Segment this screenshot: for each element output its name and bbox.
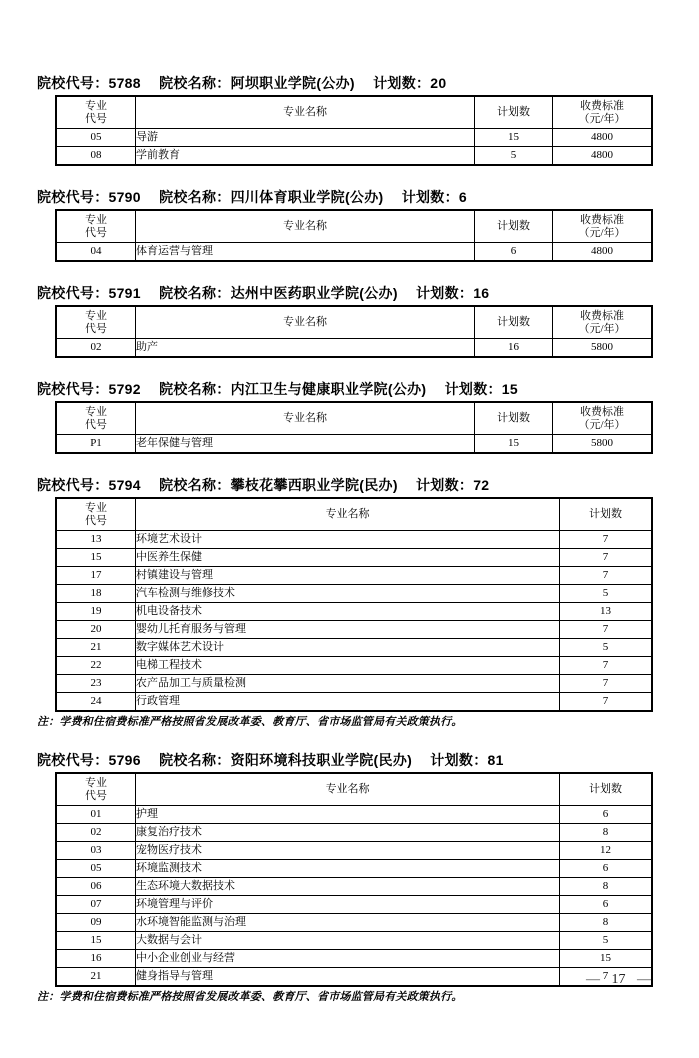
column-header-major-code-line1: 专业 [85, 501, 107, 514]
cell-plan: 6 [560, 896, 653, 914]
cell-name: 数字媒体艺术设计 [136, 639, 560, 657]
plan-total-value: 15 [501, 381, 518, 397]
table-body [56, 531, 652, 712]
note: 注：学费和住宿费标准严格按照省发展改革委、教育厅、省市场监管局有关政策执行。 [37, 991, 463, 1003]
cell-plan: 16 [475, 339, 553, 358]
cell-name: 导游 [136, 129, 475, 147]
cell-code: 09 [56, 914, 136, 932]
plan-total-label: 计划数： [401, 189, 459, 205]
cell-fee: 4800 [553, 243, 653, 262]
college-code-value: 5792 [108, 381, 141, 397]
cell-name: 农产品加工与质量检测 [136, 675, 560, 693]
plan-total-group [445, 382, 518, 397]
college-name-group [159, 286, 398, 301]
cell-code: 05 [56, 860, 136, 878]
college-name-value: 阿坝职业学院(公办) [230, 75, 355, 91]
column-header-major-code-line2: 代号 [85, 322, 107, 335]
plan-total-label: 计划数： [444, 381, 502, 397]
column-header-major-code [56, 773, 136, 806]
cell-code: 24 [56, 693, 136, 712]
cell-name: 机电设备技术 [136, 603, 560, 621]
section-header [37, 190, 699, 205]
table-row [56, 129, 652, 147]
cell-name: 宠物医疗技术 [136, 842, 560, 860]
cell-code: 06 [56, 878, 136, 896]
table-row [56, 914, 652, 932]
plan-total-group [416, 478, 489, 493]
table-row [56, 878, 652, 896]
cell-name: 婴幼儿托育服务与管理 [136, 621, 560, 639]
column-header-fee-line2: （元/年） [578, 418, 626, 431]
cell-name: 大数据与会计 [136, 932, 560, 950]
column-header-major-code-line1: 专业 [85, 213, 107, 226]
plan-total-label: 计划数： [416, 477, 474, 493]
column-header-major-code-line1: 专业 [85, 99, 107, 112]
column-header-major-code-line1: 专业 [85, 776, 107, 789]
college-section [0, 286, 699, 358]
column-header-major-code-line2: 代号 [85, 112, 107, 125]
cell-name: 康复治疗技术 [136, 824, 560, 842]
cell-plan: 7 [560, 621, 653, 639]
plan-total-label: 计划数： [373, 75, 431, 91]
cell-plan: 12 [560, 842, 653, 860]
table-row [56, 675, 652, 693]
college-section [0, 76, 699, 166]
cell-plan: 5 [560, 585, 653, 603]
column-header-major-code [56, 402, 136, 435]
table-body [56, 339, 652, 358]
cell-name: 生态环境大数据技术 [136, 878, 560, 896]
section-header [37, 478, 699, 493]
page-number-dash-right: — [637, 972, 651, 987]
cell-plan: 6 [475, 243, 553, 262]
column-header-plan-count: 计划数 [475, 402, 553, 435]
cell-code: 16 [56, 950, 136, 968]
sections-container [0, 76, 699, 1004]
column-header-major-code-line2: 代号 [85, 789, 107, 802]
table-header-row [56, 306, 652, 339]
college-name-value: 内江卫生与健康职业学院(公办) [230, 381, 427, 397]
cell-plan: 8 [560, 824, 653, 842]
cell-name: 助产 [136, 339, 475, 358]
plan-table [55, 95, 653, 166]
cell-plan: 7 [560, 968, 653, 987]
cell-code: 04 [56, 243, 136, 262]
table-row [56, 585, 652, 603]
cell-code: 05 [56, 129, 136, 147]
table-row [56, 806, 652, 824]
cell-name: 行政管理 [136, 693, 560, 712]
cell-code: 15 [56, 932, 136, 950]
column-header-major-code-line2: 代号 [85, 514, 107, 527]
column-header-major-name: 专业名称 [136, 402, 475, 435]
table-header-row [56, 773, 652, 806]
cell-name: 体育运营与管理 [136, 243, 475, 262]
cell-code: P1 [56, 435, 136, 454]
college-name-label: 院校名称： [159, 381, 231, 397]
table-row [56, 657, 652, 675]
cell-code: 07 [56, 896, 136, 914]
cell-code: 02 [56, 824, 136, 842]
column-header-fee-line2: （元/年） [578, 322, 626, 335]
college-section [0, 753, 699, 1004]
college-section [0, 190, 699, 262]
column-header-fee-line1: 收费标准 [580, 309, 624, 322]
table-row [56, 860, 652, 878]
column-header-major-code [56, 498, 136, 531]
section-header [37, 286, 699, 301]
college-code-group [37, 190, 141, 205]
column-header-fee [553, 96, 653, 129]
plan-total-group [430, 753, 503, 768]
cell-plan: 8 [560, 914, 653, 932]
college-name-value: 资阳环境科技职业学院(民办) [230, 752, 413, 768]
plan-table [55, 401, 653, 454]
table-row [56, 531, 652, 549]
college-code-group [37, 478, 141, 493]
college-code-label: 院校代号： [37, 381, 109, 397]
college-code-value: 5796 [108, 752, 141, 768]
cell-fee: 4800 [553, 129, 653, 147]
cell-code: 21 [56, 968, 136, 987]
cell-code: 15 [56, 549, 136, 567]
cell-name: 护理 [136, 806, 560, 824]
column-header-plan-count: 计划数 [560, 773, 653, 806]
college-section [0, 478, 699, 729]
plan-total-value: 20 [430, 75, 447, 91]
college-name-value: 攀枝花攀西职业学院(民办) [230, 477, 398, 493]
column-header-fee-line2: （元/年） [578, 226, 626, 239]
table-body [56, 129, 652, 166]
college-code-group [37, 382, 141, 397]
college-code-label: 院校代号： [37, 752, 109, 768]
plan-total-value: 81 [487, 752, 504, 768]
college-name-label: 院校名称： [159, 477, 231, 493]
college-code-label: 院校代号： [37, 189, 109, 205]
cell-code: 17 [56, 567, 136, 585]
column-header-major-name: 专业名称 [136, 210, 475, 243]
section-header [37, 753, 699, 768]
college-name-group [159, 753, 412, 768]
cell-plan: 7 [560, 531, 653, 549]
cell-plan: 15 [475, 435, 553, 454]
table-row [56, 549, 652, 567]
table-row [56, 639, 652, 657]
cell-name: 电梯工程技术 [136, 657, 560, 675]
cell-code: 20 [56, 621, 136, 639]
college-name-value: 达州中医药职业学院(公办) [230, 285, 398, 301]
cell-code: 22 [56, 657, 136, 675]
cell-name: 环境艺术设计 [136, 531, 560, 549]
table-body [56, 806, 652, 987]
cell-code: 08 [56, 147, 136, 166]
page-number [582, 972, 655, 988]
column-header-major-name: 专业名称 [136, 773, 560, 806]
table-row [56, 147, 652, 166]
college-code-value: 5788 [108, 75, 141, 91]
college-code-label: 院校代号： [37, 477, 109, 493]
college-name-label: 院校名称： [159, 285, 231, 301]
college-name-value: 四川体育职业学院(公办) [230, 189, 384, 205]
table-row [56, 339, 652, 358]
cell-plan: 5 [560, 932, 653, 950]
college-name-label: 院校名称： [159, 752, 231, 768]
column-header-major-code-line2: 代号 [85, 226, 107, 239]
table-row [56, 950, 652, 968]
cell-plan: 7 [560, 675, 653, 693]
plan-total-label: 计划数： [430, 752, 488, 768]
college-code-value: 5790 [108, 189, 141, 205]
plan-total-group [373, 76, 446, 91]
college-code-value: 5791 [108, 285, 141, 301]
cell-name: 环境管理与评价 [136, 896, 560, 914]
cell-plan: 7 [560, 549, 653, 567]
cell-code: 01 [56, 806, 136, 824]
cell-fee: 5800 [553, 435, 653, 454]
table-row [56, 932, 652, 950]
table-header-row [56, 210, 652, 243]
cell-name: 学前教育 [136, 147, 475, 166]
plan-total-label: 计划数： [416, 285, 474, 301]
cell-fee: 4800 [553, 147, 653, 166]
cell-plan: 13 [560, 603, 653, 621]
column-header-fee [553, 210, 653, 243]
cell-plan: 8 [560, 878, 653, 896]
cell-name: 水环境智能监测与治理 [136, 914, 560, 932]
cell-plan: 7 [560, 657, 653, 675]
column-header-major-code-line1: 专业 [85, 309, 107, 322]
cell-plan: 6 [560, 806, 653, 824]
college-code-group [37, 76, 141, 91]
table-row [56, 567, 652, 585]
column-header-fee-line1: 收费标准 [580, 213, 624, 226]
table-row [56, 621, 652, 639]
column-header-fee [553, 402, 653, 435]
college-name-label: 院校名称： [159, 189, 231, 205]
college-code-group [37, 286, 141, 301]
table-header-row [56, 402, 652, 435]
section-header [37, 382, 699, 397]
college-code-group [37, 753, 141, 768]
cell-plan: 15 [475, 129, 553, 147]
cell-name: 中医养生保健 [136, 549, 560, 567]
cell-name: 村镇建设与管理 [136, 567, 560, 585]
column-header-plan-count: 计划数 [475, 210, 553, 243]
table-row [56, 824, 652, 842]
cell-plan: 15 [560, 950, 653, 968]
column-header-major-code [56, 306, 136, 339]
college-name-group [159, 190, 383, 205]
cell-code: 02 [56, 339, 136, 358]
table-row [56, 693, 652, 712]
column-header-major-code [56, 210, 136, 243]
column-header-fee-line1: 收费标准 [580, 99, 624, 112]
page-number-value: 17 [611, 972, 626, 987]
column-header-plan-count: 计划数 [475, 306, 553, 339]
cell-plan: 7 [560, 693, 653, 712]
table-row [56, 435, 652, 454]
column-header-major-name: 专业名称 [136, 498, 560, 531]
column-header-plan-count: 计划数 [475, 96, 553, 129]
plan-total-value: 6 [458, 189, 467, 205]
table-body [56, 435, 652, 454]
table-header-row [56, 498, 652, 531]
table-row [56, 968, 652, 987]
cell-code: 23 [56, 675, 136, 693]
plan-total-value: 72 [473, 477, 490, 493]
college-section [0, 382, 699, 454]
column-header-major-code-line1: 专业 [85, 405, 107, 418]
column-header-major-code-line2: 代号 [85, 418, 107, 431]
college-code-value: 5794 [108, 477, 141, 493]
plan-total-group [416, 286, 489, 301]
cell-fee: 5800 [553, 339, 653, 358]
cell-code: 18 [56, 585, 136, 603]
cell-plan: 7 [560, 567, 653, 585]
table-row [56, 842, 652, 860]
cell-plan: 5 [475, 147, 553, 166]
note: 注：学费和住宿费标准严格按照省发展改革委、教育厅、省市场监管局有关政策执行。 [37, 716, 463, 728]
cell-code: 03 [56, 842, 136, 860]
college-name-group [159, 382, 426, 397]
college-name-label: 院校名称： [159, 75, 231, 91]
cell-code: 19 [56, 603, 136, 621]
plan-total-group [402, 190, 467, 205]
cell-plan: 6 [560, 860, 653, 878]
cell-name: 健身指导与管理 [136, 968, 560, 987]
plan-table [55, 772, 653, 987]
column-header-fee-line1: 收费标准 [580, 405, 624, 418]
table-body [56, 243, 652, 262]
cell-name: 环境监测技术 [136, 860, 560, 878]
table-row [56, 243, 652, 262]
college-name-group [159, 76, 355, 91]
column-header-major-name: 专业名称 [136, 306, 475, 339]
plan-table [55, 305, 653, 358]
cell-code: 13 [56, 531, 136, 549]
column-header-major-name: 专业名称 [136, 96, 475, 129]
column-header-major-code [56, 96, 136, 129]
plan-table [55, 497, 653, 712]
table-header-row [56, 96, 652, 129]
cell-plan: 5 [560, 639, 653, 657]
plan-total-value: 16 [473, 285, 490, 301]
college-name-group [159, 478, 398, 493]
plan-table [55, 209, 653, 262]
table-row [56, 603, 652, 621]
college-code-label: 院校代号： [37, 75, 109, 91]
column-header-fee [553, 306, 653, 339]
cell-name: 汽车检测与维修技术 [136, 585, 560, 603]
section-header [37, 76, 699, 91]
cell-name: 老年保健与管理 [136, 435, 475, 454]
cell-name: 中小企业创业与经营 [136, 950, 560, 968]
cell-code: 21 [56, 639, 136, 657]
column-header-plan-count: 计划数 [560, 498, 653, 531]
page-number-dash-left: — [586, 972, 600, 987]
column-header-fee-line2: （元/年） [578, 112, 626, 125]
table-row [56, 896, 652, 914]
college-code-label: 院校代号： [37, 285, 109, 301]
